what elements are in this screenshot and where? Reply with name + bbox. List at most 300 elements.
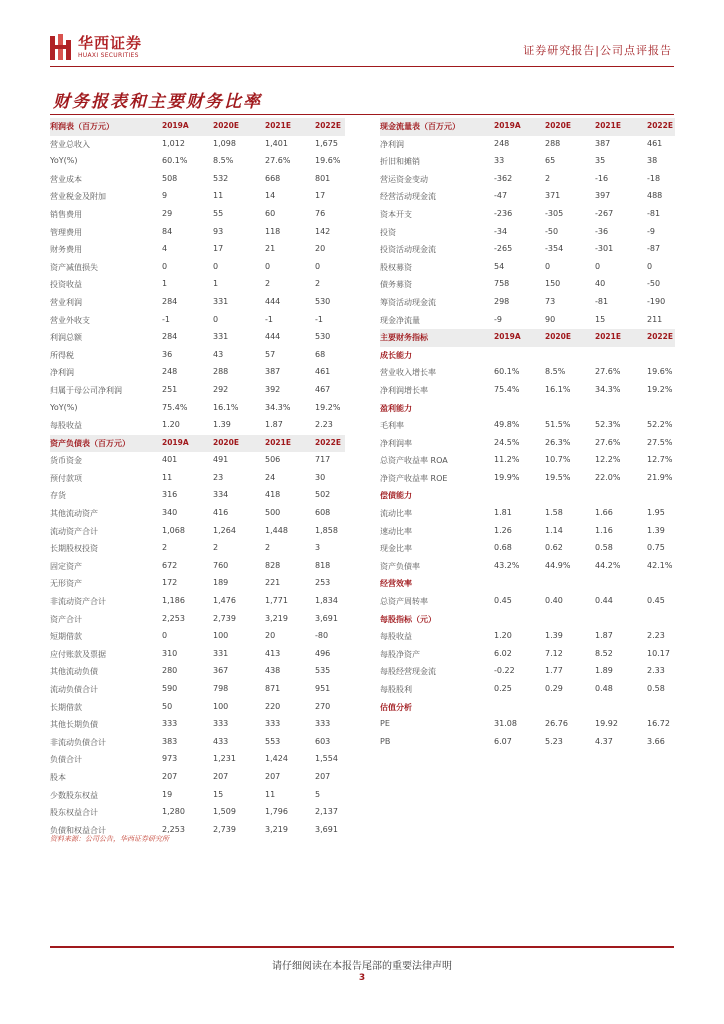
- table-row: [50, 681, 345, 699]
- cell-value: -1: [265, 314, 273, 324]
- row-label: PE: [380, 719, 390, 729]
- cell-value: 3,219: [265, 613, 288, 623]
- cell-value: 248: [162, 367, 178, 377]
- cell-value: 270: [315, 701, 331, 711]
- cell-value: 310: [162, 648, 178, 658]
- cell-value: 496: [315, 648, 331, 658]
- row-label: 管理费用: [50, 227, 82, 237]
- cell-value: 253: [315, 578, 331, 588]
- cell-value: 6.02: [494, 648, 512, 658]
- row-label: 流动比率: [380, 509, 412, 519]
- cell-value: -9: [494, 314, 502, 324]
- table-row: [50, 716, 345, 734]
- cell-value: 1,476: [213, 596, 236, 606]
- cell-value: 1: [213, 279, 219, 289]
- table-row: [380, 417, 675, 435]
- cell-value: 1,068: [162, 525, 185, 535]
- cell-value: 60.1%: [162, 156, 188, 166]
- table-row: [380, 540, 675, 558]
- title-divider: [50, 114, 674, 115]
- row-label: 营业收入增长率: [380, 368, 436, 378]
- cell-value: 12.2%: [595, 455, 621, 465]
- cell-value: 16.1%: [213, 402, 239, 412]
- cell-value: 3,691: [315, 613, 338, 623]
- year-header: 2019A: [162, 437, 189, 447]
- category-row: [380, 699, 675, 717]
- category-label: 偿债能力: [380, 491, 412, 501]
- cell-value: 2: [162, 543, 168, 553]
- cell-value: 44.9%: [545, 560, 571, 570]
- cell-value: 0: [265, 261, 271, 271]
- cell-value: 401: [162, 455, 178, 465]
- cell-value: 34.3%: [595, 384, 621, 394]
- table-row: [50, 400, 345, 418]
- cell-value: 5: [315, 789, 321, 799]
- cell-value: -1: [162, 314, 170, 324]
- cell-value: 0.62: [545, 543, 563, 553]
- cell-value: 31.08: [494, 719, 517, 729]
- row-label: 归属于母公司净利润: [50, 385, 122, 395]
- row-label: 负债和权益合计: [50, 825, 106, 835]
- cell-value: 0: [213, 261, 219, 271]
- cell-value: -1: [315, 314, 323, 324]
- cell-value: 52.3%: [595, 420, 621, 430]
- table-row: [50, 188, 345, 206]
- table-row: [380, 294, 675, 312]
- table-title: 现金流量表（百万元）: [380, 122, 460, 131]
- cell-value: 590: [162, 684, 178, 693]
- cell-value: 21: [265, 244, 276, 254]
- cell-value: 461: [647, 138, 663, 148]
- cell-value: -87: [647, 244, 661, 254]
- cell-value: 22.0%: [595, 472, 621, 482]
- category-row: [380, 400, 675, 418]
- cell-value: 27.5%: [647, 437, 673, 447]
- table-row: [380, 224, 675, 242]
- cell-value: 717: [315, 455, 331, 465]
- row-label: 利润总额: [50, 333, 82, 343]
- cell-value: -81: [647, 208, 661, 218]
- table-row: [50, 364, 345, 382]
- table-row: [50, 224, 345, 242]
- table-row: [380, 452, 675, 470]
- cell-value: 248: [494, 138, 510, 148]
- cell-value: 26.3%: [545, 437, 571, 447]
- year-header: 2021E: [265, 121, 291, 130]
- cell-value: 461: [315, 367, 331, 377]
- cell-value: 801: [315, 173, 331, 183]
- row-label: 短期借款: [50, 632, 82, 642]
- cell-value: 51.5%: [545, 420, 571, 430]
- cell-value: 331: [213, 648, 229, 658]
- row-label: 总资产收益率 ROA: [380, 456, 448, 466]
- row-label: 少数股东权益: [50, 790, 98, 800]
- cell-value: 42.1%: [647, 560, 673, 570]
- cell-value: 1,771: [265, 596, 288, 606]
- cell-value: 2: [545, 173, 551, 183]
- cell-value: 413: [265, 648, 281, 658]
- row-label: 净资产收益率 ROE: [380, 473, 448, 483]
- table-row: [380, 505, 675, 523]
- row-label: 资产减值损失: [50, 262, 98, 272]
- cell-value: 57: [265, 349, 276, 359]
- cell-value: 11.2%: [494, 455, 520, 465]
- cell-value: 0: [162, 631, 168, 641]
- cell-value: 207: [162, 771, 178, 781]
- cell-value: 1,509: [213, 807, 236, 817]
- cell-value: 17: [315, 191, 326, 201]
- table-row: [50, 329, 345, 347]
- table-row: [380, 681, 675, 699]
- cell-value: -190: [647, 296, 666, 306]
- cell-value: 43: [213, 349, 224, 359]
- cell-value: 1.26: [494, 525, 512, 535]
- table-row: [380, 734, 675, 752]
- row-label: 速动比率: [380, 526, 412, 536]
- cell-value: 2,137: [315, 807, 338, 817]
- table-row: [380, 593, 675, 611]
- table-row: [50, 646, 345, 664]
- cell-value: 26.76: [545, 719, 568, 729]
- cell-value: 0.45: [647, 596, 665, 606]
- row-label: 股本: [50, 772, 66, 782]
- cell-value: 333: [213, 719, 229, 729]
- cell-value: 383: [162, 736, 178, 746]
- category-label: 估值分析: [380, 702, 412, 712]
- cell-value: 207: [315, 771, 331, 781]
- row-label: 净利润: [380, 139, 404, 149]
- row-label: 营运资金变动: [380, 174, 428, 184]
- cell-value: 75.4%: [494, 384, 520, 394]
- cell-value: 798: [213, 684, 229, 693]
- row-label: 净利润: [50, 368, 74, 378]
- cell-value: 502: [315, 490, 331, 500]
- cell-value: 433: [213, 736, 229, 746]
- cell-value: 6.07: [494, 736, 512, 746]
- cell-value: 1,401: [265, 138, 288, 148]
- cell-value: 27.6%: [595, 367, 621, 377]
- cell-value: 11: [162, 472, 173, 482]
- table-row: [380, 259, 675, 277]
- year-header: 2020E: [545, 332, 571, 342]
- row-label: 营业外收支: [50, 315, 90, 325]
- header-divider: [50, 66, 674, 67]
- cell-value: 19.2%: [647, 384, 673, 394]
- cell-value: 467: [315, 384, 331, 394]
- table-row: [50, 787, 345, 805]
- cell-value: 52.2%: [647, 420, 673, 430]
- cell-value: 0: [647, 261, 653, 271]
- huaxi-logo-icon: [50, 34, 72, 60]
- cell-value: 19.6%: [315, 156, 341, 166]
- cell-value: 0: [545, 261, 551, 271]
- cell-value: -354: [545, 244, 564, 254]
- table-row: [50, 558, 345, 576]
- row-label: 长期借款: [50, 702, 82, 712]
- cell-value: 298: [494, 296, 510, 306]
- cell-value: 438: [265, 666, 281, 676]
- cell-value: 1.95: [647, 508, 665, 518]
- cell-value: 1,424: [265, 754, 288, 764]
- cell-value: 221: [265, 578, 281, 588]
- cell-value: 40: [595, 279, 606, 289]
- cell-value: 535: [315, 666, 331, 676]
- table-row: [380, 241, 675, 259]
- cell-value: 0.25: [494, 684, 512, 693]
- left-financial-tables: [50, 118, 345, 839]
- cell-value: 4.37: [595, 736, 613, 746]
- cell-value: 1,675: [315, 138, 338, 148]
- cell-value: 758: [494, 279, 510, 289]
- table-row: [380, 663, 675, 681]
- year-header: 2021E: [595, 121, 621, 130]
- category-label: 经营效率: [380, 579, 412, 589]
- table-row: [380, 276, 675, 294]
- year-header: 2020E: [213, 121, 239, 130]
- row-label: 每股股利: [380, 685, 412, 694]
- cell-value: 7.12: [545, 648, 563, 658]
- cell-value: 1.20: [494, 631, 512, 641]
- cell-value: 367: [213, 666, 229, 676]
- cell-value: -9: [647, 226, 655, 236]
- cell-value: 1.89: [595, 666, 613, 676]
- cell-value: 340: [162, 508, 178, 518]
- cell-value: 3: [315, 543, 321, 553]
- category-row: [380, 487, 675, 505]
- category-label: 成长能力: [380, 350, 412, 360]
- cell-value: -305: [545, 208, 564, 218]
- table-row: [50, 699, 345, 717]
- cell-value: -267: [595, 208, 614, 218]
- year-header: 2020E: [213, 437, 239, 447]
- cell-value: 2,739: [213, 824, 236, 834]
- cell-value: 418: [265, 490, 281, 500]
- cell-value: 1: [162, 279, 168, 289]
- section-title: 财务报表和主要财务比率: [53, 92, 262, 112]
- row-label: YoY(%): [50, 156, 78, 166]
- footer-divider: [50, 946, 674, 948]
- table-title: 主要财务指标: [380, 333, 428, 343]
- table-row: [50, 312, 345, 330]
- cell-value: 1,858: [315, 525, 338, 535]
- row-label: 固定资产: [50, 561, 82, 571]
- table-row: [50, 153, 345, 171]
- cell-value: 1.77: [545, 666, 563, 676]
- cell-value: 49.8%: [494, 420, 520, 430]
- cell-value: 93: [213, 226, 224, 236]
- row-label: 销售费用: [50, 209, 82, 219]
- cell-value: 2,739: [213, 613, 236, 623]
- cell-value: 828: [265, 560, 281, 570]
- cell-value: 142: [315, 226, 331, 236]
- category-row: [380, 611, 675, 629]
- row-label: 现金比率: [380, 544, 412, 554]
- cell-value: 73: [545, 296, 556, 306]
- cell-value: 530: [315, 296, 331, 306]
- cell-value: 331: [213, 332, 229, 342]
- row-label: 流动资产合计: [50, 526, 98, 536]
- cell-value: 668: [265, 173, 281, 183]
- cell-value: -16: [595, 173, 609, 183]
- logo-name-cn: 华西证券: [78, 34, 143, 52]
- row-label: YoY(%): [50, 402, 78, 412]
- cell-value: -236: [494, 208, 513, 218]
- report-type: 证券研究报告|公司点评报告: [523, 44, 672, 57]
- table-row: [380, 523, 675, 541]
- cell-value: -362: [494, 173, 513, 183]
- cell-value: 1.58: [545, 508, 563, 518]
- cell-value: 387: [265, 367, 281, 377]
- cell-value: -34: [494, 226, 508, 236]
- category-row: [380, 575, 675, 593]
- row-label: 每股收益: [380, 632, 412, 642]
- cell-value: 30: [315, 472, 326, 482]
- row-label: 投资: [380, 227, 396, 237]
- cell-value: 1.81: [494, 508, 512, 518]
- cell-value: 508: [162, 173, 178, 183]
- year-header: 2021E: [265, 437, 291, 447]
- cell-value: 1.16: [595, 525, 613, 535]
- cell-value: 8.5%: [545, 367, 566, 377]
- cell-value: 0: [315, 261, 321, 271]
- row-label: 折旧和摊销: [380, 157, 420, 167]
- cell-value: 2: [213, 543, 219, 553]
- cell-value: 15: [213, 789, 224, 799]
- year-header: 2019A: [162, 121, 189, 130]
- cell-value: 118: [265, 226, 281, 236]
- cell-value: 36: [162, 349, 173, 359]
- cell-value: 1.39: [545, 631, 563, 641]
- row-label: 债务募资: [380, 280, 412, 290]
- row-label: 净利润增长率: [380, 385, 428, 395]
- cell-value: -50: [647, 279, 661, 289]
- cell-value: 333: [265, 719, 281, 729]
- cell-value: 19.2%: [315, 402, 341, 412]
- cell-value: 60.1%: [494, 367, 520, 377]
- cell-value: -301: [595, 244, 614, 254]
- cell-value: 2,253: [162, 824, 185, 834]
- year-header: 2021E: [595, 332, 621, 342]
- cell-value: 3,219: [265, 824, 288, 834]
- row-label: 预付款项: [50, 473, 82, 483]
- cell-value: 23: [213, 472, 224, 482]
- cell-value: 608: [315, 508, 331, 518]
- cell-value: 2.23: [647, 631, 665, 641]
- row-label: 筹资活动现金流: [380, 297, 436, 307]
- cell-value: 8.52: [595, 648, 613, 658]
- cell-value: 172: [162, 578, 178, 588]
- row-label: 净利润率: [380, 438, 412, 448]
- cell-value: 2: [265, 279, 271, 289]
- cell-value: 0: [595, 261, 601, 271]
- row-label: 现金净流量: [380, 315, 420, 325]
- cell-value: -80: [315, 631, 329, 641]
- cell-value: 55: [213, 208, 224, 218]
- year-header: 2019A: [494, 121, 521, 130]
- cell-value: 0.58: [647, 684, 665, 693]
- cell-value: 50: [162, 701, 173, 711]
- cell-value: 951: [315, 684, 331, 693]
- cell-value: 16.72: [647, 719, 670, 729]
- cell-value: 90: [545, 314, 556, 324]
- table-row: [50, 734, 345, 752]
- row-label: 营业税金及附加: [50, 192, 106, 202]
- cell-value: 75.4%: [162, 402, 188, 412]
- cell-value: 44.2%: [595, 560, 621, 570]
- cell-value: 392: [265, 384, 281, 394]
- cell-value: 2.23: [315, 420, 333, 430]
- row-label: PB: [380, 736, 391, 746]
- cell-value: 532: [213, 173, 229, 183]
- table-row: [50, 452, 345, 470]
- cell-value: 1,098: [213, 138, 236, 148]
- cell-value: 1,554: [315, 754, 338, 764]
- row-label: 财务费用: [50, 245, 82, 255]
- cell-value: 1,231: [213, 754, 236, 764]
- table-row: [50, 575, 345, 593]
- cell-value: 444: [265, 296, 281, 306]
- cell-value: 0.40: [545, 596, 563, 606]
- cell-value: 211: [647, 314, 663, 324]
- cell-value: 150: [545, 279, 561, 289]
- row-label: 每股收益: [50, 421, 82, 431]
- cell-value: 68: [315, 349, 326, 359]
- page-number: 3: [358, 973, 366, 983]
- table-row: [50, 171, 345, 189]
- cell-value: 0.48: [595, 684, 613, 693]
- row-label: 资本开支: [380, 209, 412, 219]
- cell-value: 818: [315, 560, 331, 570]
- table-row: [380, 558, 675, 576]
- cell-value: 76: [315, 208, 326, 218]
- table-row: [380, 188, 675, 206]
- cell-value: 33: [494, 156, 505, 166]
- table-row: [380, 628, 675, 646]
- row-label: 股权募资: [380, 262, 412, 272]
- year-header: 2020E: [545, 121, 571, 130]
- table-row: [50, 505, 345, 523]
- table-row: [50, 523, 345, 541]
- cell-value: 24: [265, 472, 276, 482]
- cell-value: 29: [162, 208, 173, 218]
- row-label: 无形资产: [50, 579, 82, 589]
- year-header: 2022E: [315, 121, 341, 130]
- row-label: 股东权益合计: [50, 808, 98, 818]
- cell-value: 12.7%: [647, 455, 673, 465]
- cell-value: 333: [315, 719, 331, 729]
- cell-value: 207: [213, 771, 229, 781]
- year-header: 2022E: [315, 437, 341, 447]
- table-row: [380, 470, 675, 488]
- table-header-row: [50, 435, 345, 453]
- cell-value: 1.14: [545, 525, 563, 535]
- row-label: 流动负债合计: [50, 685, 98, 694]
- cell-value: 220: [265, 701, 281, 711]
- cell-value: 1,012: [162, 138, 185, 148]
- cell-value: 1.66: [595, 508, 613, 518]
- table-row: [380, 364, 675, 382]
- category-label: 每股指标（元）: [380, 614, 436, 624]
- row-label: 投资活动现金流: [380, 245, 436, 255]
- cell-value: 1.39: [647, 525, 665, 535]
- table-row: [50, 769, 345, 787]
- row-label: 负债合计: [50, 755, 82, 765]
- cell-value: 491: [213, 455, 229, 465]
- cell-value: 38: [647, 156, 658, 166]
- cell-value: 9: [162, 191, 168, 201]
- cell-value: -81: [595, 296, 609, 306]
- table-row: [50, 540, 345, 558]
